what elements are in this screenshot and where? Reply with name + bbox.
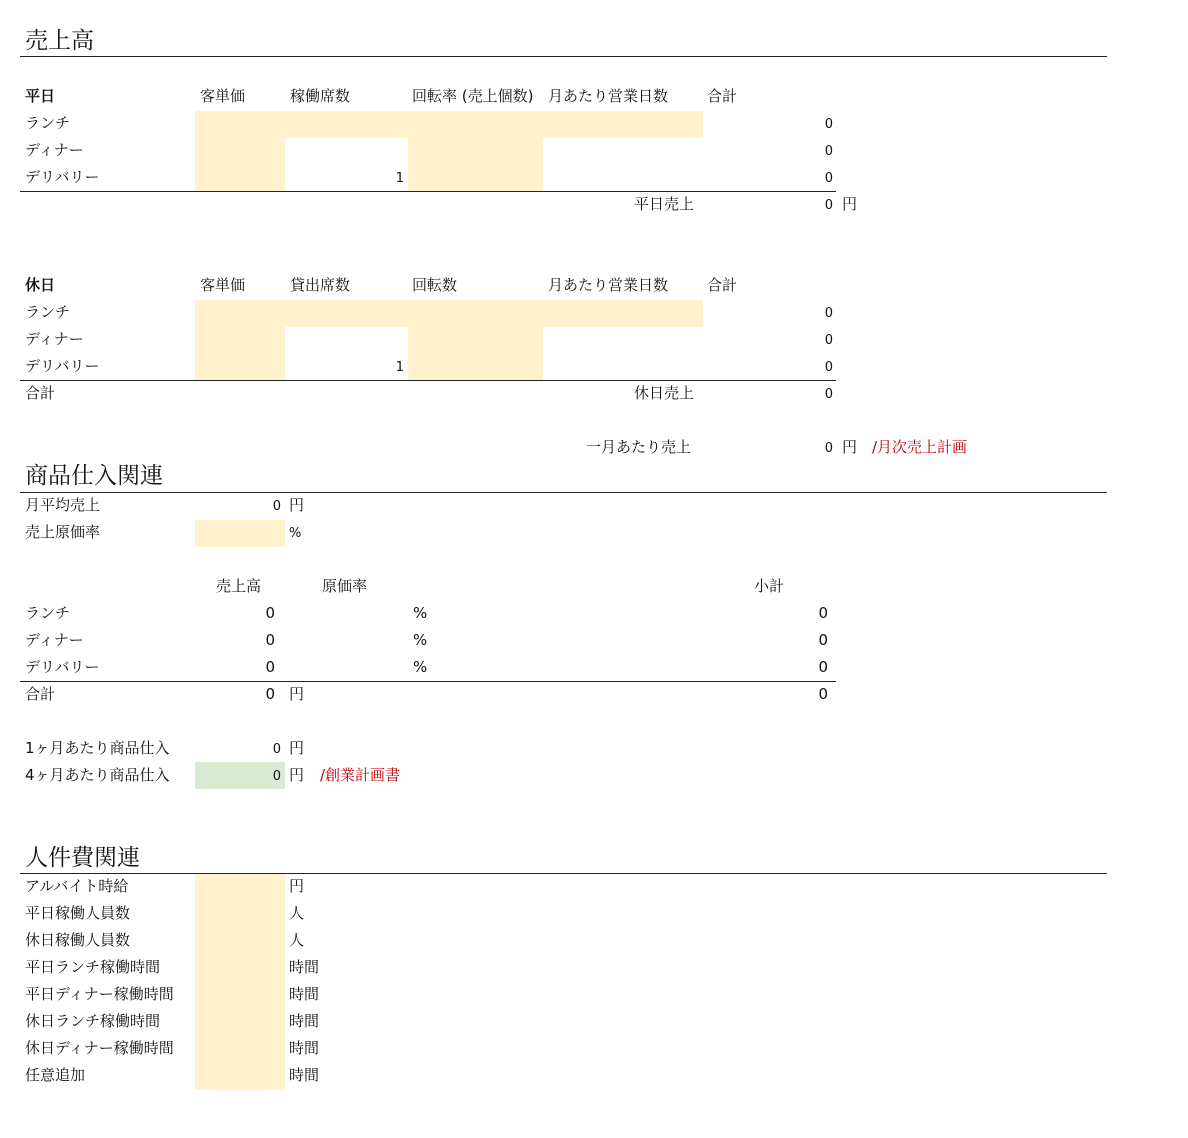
sales-title-rule bbox=[20, 56, 1107, 57]
cost-row-delivery-subtotal: 0 bbox=[818, 658, 828, 676]
labor-row-unit: 時間 bbox=[289, 1039, 320, 1057]
purchase-section-title: 商品仕入関連 bbox=[25, 463, 163, 489]
labor-title-rule bbox=[20, 873, 1107, 874]
holiday-row-lunch-label: ランチ bbox=[25, 303, 71, 321]
holiday-header-days: 月あたり営業日数 bbox=[548, 276, 669, 294]
weekday-lunch-days-input[interactable] bbox=[543, 111, 703, 138]
monthly-sales-plan-link[interactable]: /月次売上計画 bbox=[872, 438, 968, 456]
labor-row-unit: 時間 bbox=[289, 985, 320, 1003]
cost-row-delivery-sales: 0 bbox=[265, 658, 275, 676]
weekday-header-seats: 稼働席数 bbox=[290, 87, 351, 105]
labor-row-unit: 時間 bbox=[289, 1012, 320, 1030]
cost-sum-unit: 円 bbox=[289, 685, 305, 703]
cost-table-header-sales: 売上高 bbox=[216, 577, 262, 595]
weekday-header-days: 月あたり営業日数 bbox=[548, 87, 669, 105]
cost-sum-subtotal: 0 bbox=[818, 685, 828, 703]
weekday-lunch-total: 0 bbox=[824, 117, 833, 132]
purchase-per-4month-value: 0 bbox=[272, 769, 281, 784]
avg-sales-label: 月平均売上 bbox=[25, 496, 101, 514]
labor-row-unit: 時間 bbox=[289, 1066, 320, 1084]
cost-row-delivery-rate-unit: % bbox=[413, 658, 428, 676]
holiday-row-dinner-label: ディナー bbox=[25, 330, 84, 348]
holiday-sales-label: 休日売上 bbox=[634, 384, 695, 402]
cost-rate-input[interactable] bbox=[195, 520, 285, 547]
weekday-row-delivery-label: デリバリー bbox=[25, 168, 100, 186]
holiday-unit-price-input[interactable] bbox=[195, 300, 285, 381]
labor-row-label: 平日ランチ稼働時間 bbox=[25, 958, 161, 976]
cost-row-lunch-rate-unit: % bbox=[413, 604, 428, 622]
labor-section-title: 人件費関連 bbox=[25, 845, 140, 871]
monthly-sales-value: 0 bbox=[824, 441, 833, 456]
weekday-turnover-input[interactable] bbox=[408, 111, 543, 192]
weekday-row-lunch-label: ランチ bbox=[25, 114, 71, 132]
cost-row-lunch-label: ランチ bbox=[25, 604, 71, 622]
labor-row-unit: 時間 bbox=[289, 958, 320, 976]
holiday-header-total: 合計 bbox=[707, 276, 738, 294]
cost-table-header-subtotal: 小計 bbox=[754, 577, 785, 595]
labor-row-unit: 人 bbox=[289, 931, 305, 949]
purchase-per-4month-label: 4ヶ月あたり商品仕入 bbox=[25, 766, 170, 784]
purchase-per-month-label: 1ヶ月あたり商品仕入 bbox=[25, 739, 170, 757]
holiday-label: 休日 bbox=[25, 276, 56, 294]
holiday-row-delivery-label: デリバリー bbox=[25, 357, 100, 375]
labor-row-unit: 円 bbox=[289, 877, 305, 895]
cost-row-delivery-label: デリバリー bbox=[25, 658, 100, 676]
labor-row-unit: 人 bbox=[289, 904, 305, 922]
weekday-dinner-total: 0 bbox=[824, 144, 833, 159]
monthly-sales-unit: 円 bbox=[842, 438, 858, 456]
holiday-sales-value: 0 bbox=[824, 387, 833, 402]
purchase-per-month-value: 0 bbox=[272, 742, 281, 757]
avg-sales-value: 0 bbox=[272, 499, 281, 514]
cost-row-dinner-sales: 0 bbox=[265, 631, 275, 649]
holiday-header-unit-price: 客単価 bbox=[200, 276, 246, 294]
monthly-sales-label: 一月あたり売上 bbox=[586, 438, 692, 456]
holiday-dinner-total: 0 bbox=[824, 333, 833, 348]
weekday-delivery-total: 0 bbox=[824, 171, 833, 186]
weekday-header-turnover: 回転率 (売上個数) bbox=[412, 87, 534, 105]
sales-section-title: 売上高 bbox=[25, 28, 94, 54]
weekday-sales-value: 0 bbox=[824, 198, 833, 213]
avg-sales-unit: 円 bbox=[289, 496, 305, 514]
cost-rate-unit: % bbox=[289, 526, 302, 541]
cost-rate-label: 売上原価率 bbox=[25, 523, 101, 541]
cost-row-dinner-subtotal: 0 bbox=[818, 631, 828, 649]
holiday-header-turnover: 回転数 bbox=[412, 276, 458, 294]
holiday-lunch-total: 0 bbox=[824, 306, 833, 321]
cost-row-dinner-label: ディナー bbox=[25, 631, 84, 649]
cost-sum-label: 合計 bbox=[25, 685, 56, 703]
labor-row-label: 任意追加 bbox=[25, 1066, 86, 1084]
labor-row-label: 平日ディナー稼働時間 bbox=[25, 985, 174, 1003]
purchase-per-4month-unit: 円 bbox=[289, 766, 305, 784]
weekday-unit-price-input[interactable] bbox=[195, 111, 285, 192]
weekday-header-total: 合計 bbox=[707, 87, 738, 105]
weekday-lunch-seats-input[interactable] bbox=[285, 111, 408, 138]
weekday-sales-label: 平日売上 bbox=[634, 195, 695, 213]
weekday-label: 平日 bbox=[25, 87, 56, 105]
holiday-lunch-seats-input[interactable] bbox=[285, 300, 408, 327]
holiday-header-seats: 貸出席数 bbox=[290, 276, 351, 294]
weekday-sales-unit: 円 bbox=[842, 195, 858, 213]
holiday-sum-label: 合計 bbox=[25, 384, 56, 402]
purchase-title-rule bbox=[20, 492, 1107, 493]
cost-row-lunch-sales: 0 bbox=[265, 604, 275, 622]
labor-row-label: 平日稼働人員数 bbox=[25, 904, 131, 922]
business-plan-link[interactable]: /創業計画書 bbox=[320, 766, 401, 784]
cost-sum-sales: 0 bbox=[265, 685, 275, 703]
cost-table-header-rate: 原価率 bbox=[322, 577, 368, 595]
labor-row-label: 休日ランチ稼働時間 bbox=[25, 1012, 161, 1030]
holiday-delivery-total: 0 bbox=[824, 360, 833, 375]
weekday-header-unit-price: 客単価 bbox=[200, 87, 246, 105]
weekday-delivery-seats-value[interactable]: 1 bbox=[395, 171, 404, 186]
purchase-per-month-unit: 円 bbox=[289, 739, 305, 757]
holiday-delivery-seats-value[interactable]: 1 bbox=[395, 360, 404, 375]
labor-row-label: 休日ディナー稼働時間 bbox=[25, 1039, 174, 1057]
cost-row-dinner-rate-unit: % bbox=[413, 631, 428, 649]
cost-row-lunch-subtotal: 0 bbox=[818, 604, 828, 622]
holiday-lunch-days-input[interactable] bbox=[543, 300, 703, 327]
labor-input-column[interactable] bbox=[195, 874, 285, 1090]
labor-row-label: アルバイト時給 bbox=[25, 877, 129, 895]
labor-row-label: 休日稼働人員数 bbox=[25, 931, 131, 949]
weekday-row-dinner-label: ディナー bbox=[25, 141, 84, 159]
holiday-turnover-input[interactable] bbox=[408, 300, 543, 381]
